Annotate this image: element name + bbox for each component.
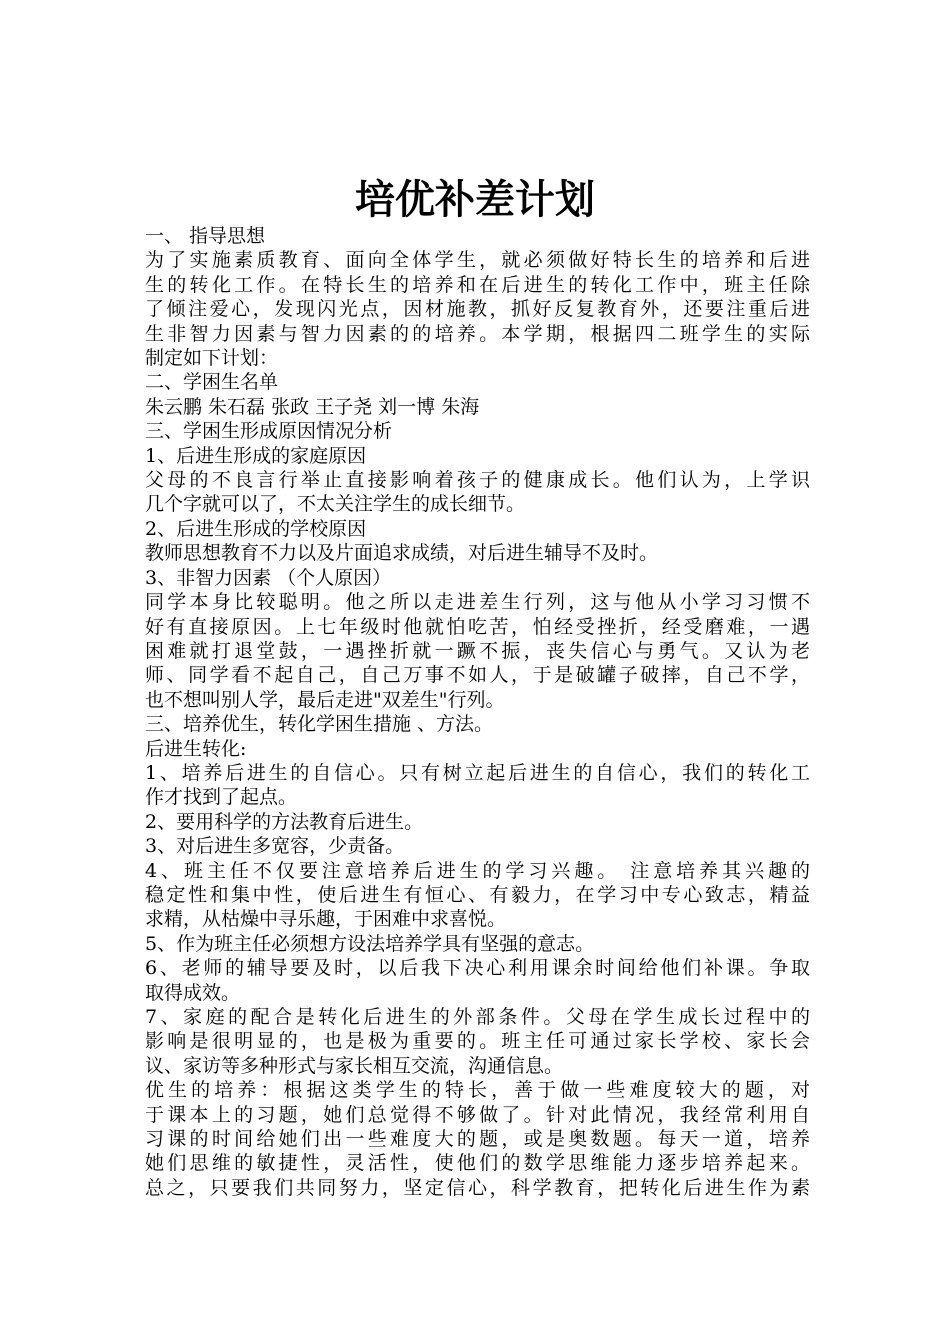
body-line: 优生的培养：根据这类学生的特长，善于做一些难度较大的题，对 — [145, 1079, 810, 1102]
body-line: 也不想叫别人学，最后走进"双差生"行列。 — [145, 688, 505, 711]
body-line: 2、后进生形成的学校原因 — [145, 517, 367, 540]
body-line: 朱云鹏 朱石磊 张政 王子尧 刘一博 朱海 — [145, 395, 480, 418]
body-line: 师、同学看不起自己，自己万事不如人，于是破罐子破摔，自己不学， — [145, 664, 810, 687]
body-line: 影响是很明显的，也是极为重要的。班主任可通过家长学校、家长会 — [145, 1030, 810, 1053]
body-line: 好有直接原因。上七年级时他就怕吃苦，怕经受挫折，经受磨难，一遇 — [145, 615, 810, 638]
body-line: 取得成效。 — [145, 981, 241, 1004]
body-line: 求精，从枯燥中寻乐趣，于困难中求喜悦。 — [145, 908, 507, 931]
body-line: 三、学困生形成原因情况分析 — [145, 420, 393, 443]
body-line: 5、作为班主任必须想方设法培养学具有坚强的意志。 — [145, 932, 595, 955]
body-line: 她们思维的敏捷性，灵活性，使他们的数学思维能力逐步培养起来。 — [145, 1152, 810, 1175]
body-line: 了倾注爱心，发现闪光点，因材施教，抓好反复教育外，还要注重后进 — [145, 298, 810, 321]
body-line: 生非智力因素与智力因素的的培养。本学期，根据四二班学生的实际 — [145, 322, 810, 345]
body-line: 7、家庭的配合是转化后进生的外部条件。父母在学生成长过程中的 — [145, 1006, 810, 1028]
body-line: 2、要用科学的方法教育后进生。 — [145, 810, 424, 833]
body-line: 4、班主任不仅要注意培养后进生的学习兴趣。 注意培养其兴趣的 — [145, 859, 810, 882]
body-line: 总之，只要我们共同努力，坚定信心，科学教育，把转化后进生作为素 — [145, 1176, 810, 1199]
body-line: 1、后进生形成的家庭原因 — [145, 444, 367, 467]
body-line: 习课的时间给她们出一些难度大的题，或是奥数题。每天一道，培养 — [145, 1128, 810, 1151]
body-line: 6、老师的辅导要及时，以后我下决心利用课余时间给他们补课。争取 — [145, 957, 810, 980]
body-line: 议、家访等多种形式与家长相互交流，沟通信息。 — [145, 1054, 564, 1077]
body-line: 父母的不良言行举止直接影响着孩子的健康成长。他们认为，上学识 — [145, 469, 810, 492]
body-line: 教师思想教育不力以及片面追求成绩，对后进生辅导不及时。 — [145, 542, 659, 565]
body-line: 困难就打退堂鼓，一遇挫折就一蹶不振，丧失信心与勇气。又认为老 — [145, 639, 810, 662]
document-body — [145, 224, 810, 1200]
body-line: 后进生转化: — [145, 737, 247, 760]
body-line: 制定如下计划： — [145, 347, 279, 370]
document-title: 培优补差计划 — [355, 177, 595, 223]
body-line: 3、非智力因素 （个人原因） — [145, 566, 392, 589]
body-line: 作才找到了起点。 — [145, 786, 298, 809]
body-line: 二、学困生名单 — [145, 371, 279, 394]
body-line: 同学本身比较聪明。他之所以走进差生行列，这与他从小学习习惯不 — [145, 591, 810, 614]
body-line: 3、对后进生多宽容，少责备。 — [145, 835, 405, 858]
body-line: 稳定性和集中性，使后进生有恒心、有毅力，在学习中专心致志，精益 — [145, 883, 810, 906]
body-line: 1、培养后进生的自信心。只有树立起后进生的自信心，我们的转化工 — [145, 761, 810, 784]
body-line: 一、 指导思想 — [145, 225, 266, 247]
body-line: 生的转化工作。在特长生的培养和在后进生的转化工作中，班主任除 — [145, 273, 810, 296]
body-line: 于课本上的习题，她们总觉得不够做了。针对此情况，我经常利用自 — [145, 1103, 810, 1126]
body-line: 三、培养优生，转化学困生措施 、方法。 — [145, 713, 494, 736]
body-line: 几个字就可以了，不太关注学生的成长细节。 — [145, 493, 526, 516]
body-line: 为了实施素质教育、面向全体学生，就必须做好特长生的培养和后进 — [145, 249, 810, 272]
